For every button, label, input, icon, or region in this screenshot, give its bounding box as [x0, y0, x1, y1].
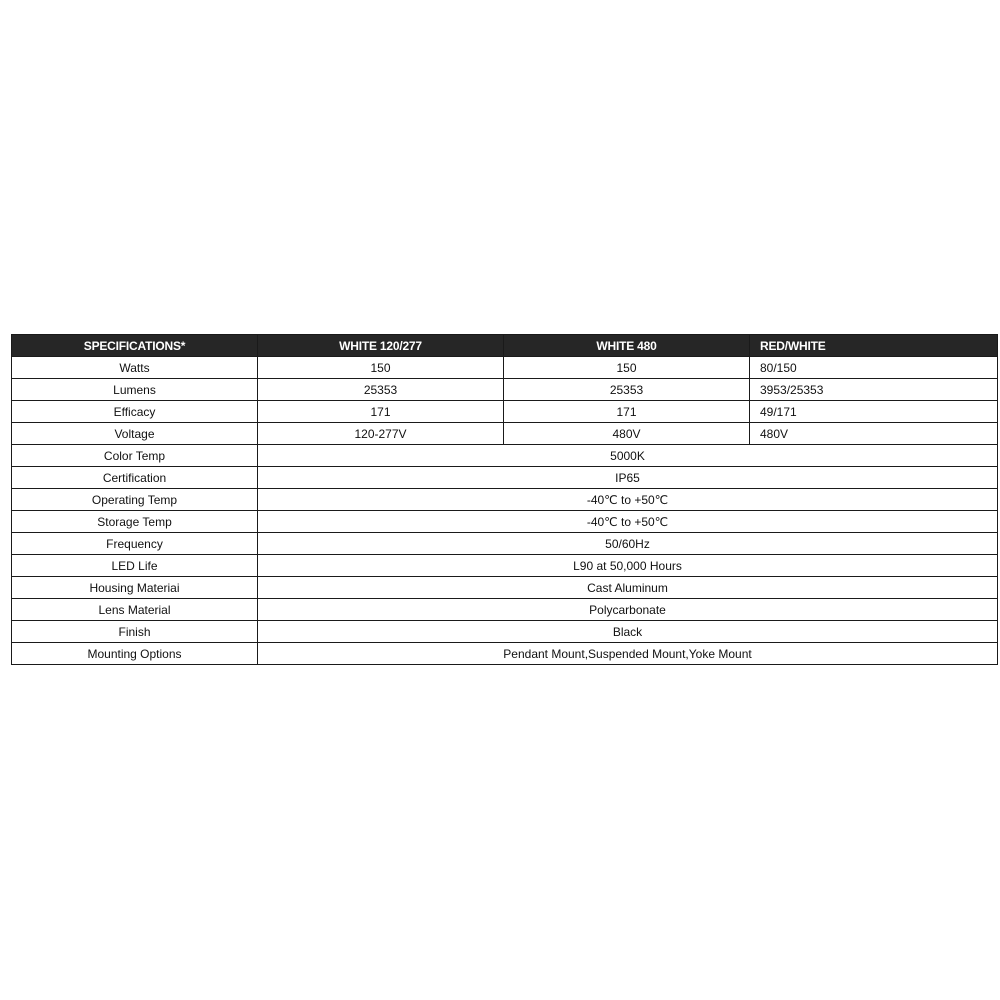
- table-header-row: [12, 335, 998, 357]
- table-row: [12, 445, 998, 467]
- header-white-480: WHITE 480: [504, 335, 750, 357]
- cell-value: IP65: [258, 467, 998, 489]
- header-specifications: SPECIFICATIONS*: [12, 335, 258, 357]
- table-row: [12, 467, 998, 489]
- cell-value: 50/60Hz: [258, 533, 998, 555]
- row-label: Efficacy: [12, 401, 258, 423]
- cell-value: 480V: [750, 423, 998, 445]
- cell-value: -40℃ to +50℃: [258, 511, 998, 533]
- table-row: [12, 555, 998, 577]
- header-white-120-277: WHITE 120/277: [258, 335, 504, 357]
- row-label: Lumens: [12, 379, 258, 401]
- cell-value: Pendant Mount,Suspended Mount,Yoke Mount: [258, 643, 998, 665]
- cell-value: Black: [258, 621, 998, 643]
- cell-value: -40℃ to +50℃: [258, 489, 998, 511]
- cell-value: 150: [504, 357, 750, 379]
- row-label: Voltage: [12, 423, 258, 445]
- row-label: Finish: [12, 621, 258, 643]
- cell-value: 171: [258, 401, 504, 423]
- table-row: [12, 423, 998, 445]
- table-row: [12, 643, 998, 665]
- header-red-white: RED/WHITE: [750, 335, 998, 357]
- row-label: Lens Material: [12, 599, 258, 621]
- row-label: Storage Temp: [12, 511, 258, 533]
- cell-value: 5000K: [258, 445, 998, 467]
- table-row: [12, 379, 998, 401]
- table-row: [12, 533, 998, 555]
- table-row: [12, 357, 998, 379]
- row-label: Watts: [12, 357, 258, 379]
- table-row: [12, 489, 998, 511]
- specifications-table: [11, 334, 998, 665]
- table-row: [12, 621, 998, 643]
- cell-value: 49/171: [750, 401, 998, 423]
- row-label: Color Temp: [12, 445, 258, 467]
- table-row: [12, 511, 998, 533]
- cell-value: 150: [258, 357, 504, 379]
- cell-value: Polycarbonate: [258, 599, 998, 621]
- row-label: LED Life: [12, 555, 258, 577]
- cell-value: 480V: [504, 423, 750, 445]
- cell-value: 25353: [258, 379, 504, 401]
- row-label: Housing Materiai: [12, 577, 258, 599]
- table-row: [12, 577, 998, 599]
- row-label: Certification: [12, 467, 258, 489]
- cell-value: Cast Aluminum: [258, 577, 998, 599]
- cell-value: L90 at 50,000 Hours: [258, 555, 998, 577]
- table-row: [12, 401, 998, 423]
- cell-value: 25353: [504, 379, 750, 401]
- table-row: [12, 599, 998, 621]
- row-label: Operating Temp: [12, 489, 258, 511]
- row-label: Mounting Options: [12, 643, 258, 665]
- cell-value: 3953/25353: [750, 379, 998, 401]
- cell-value: 120-277V: [258, 423, 504, 445]
- cell-value: 171: [504, 401, 750, 423]
- cell-value: 80/150: [750, 357, 998, 379]
- row-label: Frequency: [12, 533, 258, 555]
